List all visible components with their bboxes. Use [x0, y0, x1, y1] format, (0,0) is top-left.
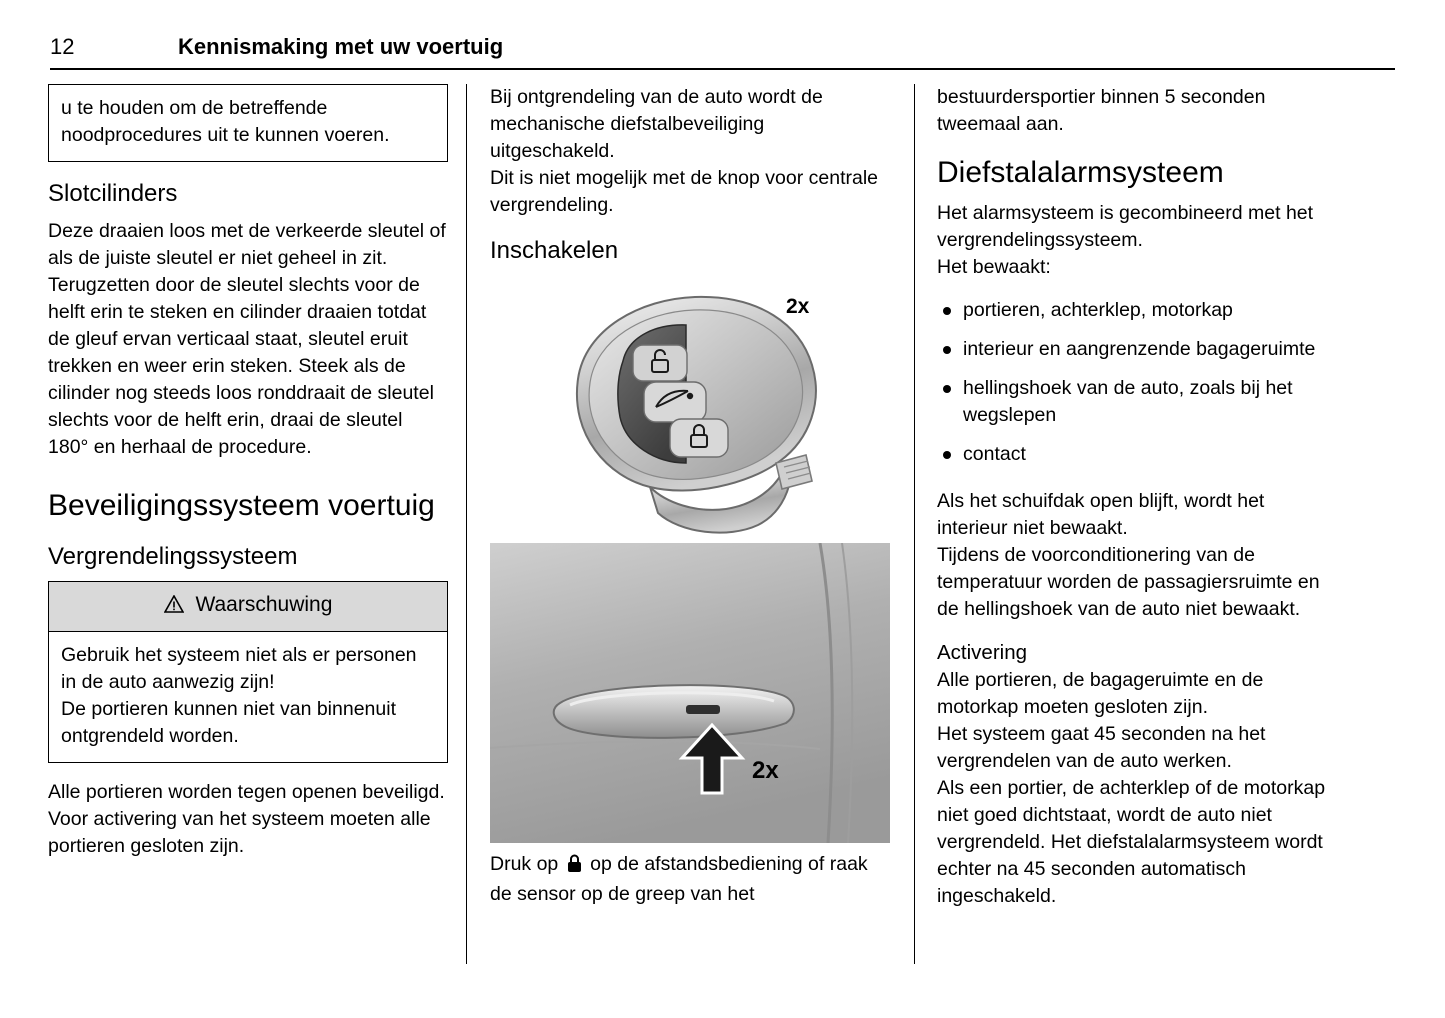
- page-header: [50, 32, 1395, 72]
- after-warning-text-2: Voor activering van het systeem moeten alle portieren gesloten zijn.: [48, 808, 431, 857]
- column-divider-2: [914, 84, 915, 964]
- warning-box: [48, 581, 448, 763]
- heading-beveiligingssysteem: Beveiligingssysteem voertuig: [48, 489, 435, 522]
- caption-text-after: op de afstandsbediening of raak de sensor op de greep van het: [490, 853, 868, 905]
- figure-caption: [490, 851, 890, 908]
- column-3: [937, 84, 1337, 910]
- page-number: 12: [50, 34, 75, 59]
- heading-vergrendelingssysteem: Vergrendelingssysteem: [48, 543, 298, 570]
- list-item: portieren, achterklep, motorkap: [937, 297, 1337, 324]
- list-item: contact: [937, 441, 1337, 468]
- after-warning-text-1: Alle portieren worden tegen openen beveiligd.: [48, 781, 445, 803]
- heading-diefstalalarmsysteem: Diefstalalarmsysteem: [937, 156, 1224, 189]
- intro-text-1: Bij ontgrendeling van de auto wordt de mechanische diefstalbeveiliging uitgeschakeld.: [490, 86, 823, 162]
- monitored-items-list: [937, 297, 1337, 468]
- diefstal-text-1: Het alarmsysteem is gecombineerd met het vergrendelingssysteem.: [937, 202, 1314, 251]
- slotcilinders-text: Deze draaien loos met de verkeerde sleutel of als de juiste sleutel er niet geheel in zit. Terugzetten door de sleutel slechts voor de helft erin te steken en cilinder draaien totdat de gleuf ervan verticaal staat, sleutel eruit trekken en weer erin steken. Steek als de cilinder nog steeds loos ronddraait de sleutel slechts voor de helft erin, draai de sleutel 180° en herhaal de procedure.: [48, 220, 446, 458]
- warning-triangle-icon: [164, 593, 184, 621]
- column-2: [490, 84, 890, 908]
- after-bullets-text-2: Tijdens de voorconditionering van de temperatuur worden de passagiersruimte en de hellingshoek van de auto niet bewaakt.: [937, 544, 1320, 620]
- activering-text-3: Als een portier, de achterklep of de motorkap niet goed dichtstaat, wordt de auto niet vergrendeld. Het diefstalalarmsysteem wordt echter na 45 seconden automatisch ingeschakeld.: [937, 777, 1326, 907]
- warning-text-1: Gebruik het systeem niet als er personen in de auto aanwezig zijn!: [61, 644, 417, 693]
- list-item: interieur en aangrenzende bagageruimte: [937, 336, 1337, 363]
- page-title: Kennismaking met uw voertuig: [178, 34, 504, 59]
- continued-text: bestuurdersportier binnen 5 seconden tweemaal aan.: [937, 86, 1266, 135]
- warning-body: [49, 632, 447, 762]
- lock-icon: [567, 854, 582, 881]
- heading-activering: Activering: [937, 641, 1028, 664]
- intro-text-2: Dit is niet mogelijk met de knop voor centrale vergrendeling.: [490, 167, 879, 216]
- list-item: hellingshoek van de auto, zoals bij het wegslepen: [937, 375, 1337, 429]
- caption-text-before: Druk op: [490, 853, 559, 875]
- activering-text-1: Alle portieren, de bagageruimte en de motorkap moeten gesloten zijn.: [937, 669, 1264, 718]
- note-box: [48, 84, 448, 162]
- warning-header: [49, 582, 447, 632]
- handle-badge-2x: 2x: [752, 757, 779, 784]
- column-1: [48, 84, 448, 860]
- activering-text-2: Het systeem gaat 45 seconden na het vergrendelen van de auto werken.: [937, 723, 1266, 772]
- after-bullets-text-1: Als het schuifdak open blijft, wordt het interieur niet bewaakt.: [937, 490, 1265, 539]
- warning-title: Waarschuwing: [195, 593, 333, 616]
- heading-inschakelen: Inschakelen: [490, 237, 619, 264]
- door-handle-sensor-illustration: [490, 543, 890, 843]
- key-badge-2x: 2x: [786, 295, 810, 318]
- column-divider-1: [466, 84, 467, 964]
- warning-text-2: De portieren kunnen niet van binnenuit ontgrendeld worden.: [61, 698, 396, 747]
- heading-slotcilinders: Slotcilinders: [48, 180, 178, 207]
- note-box-text: u te houden om de betreffende noodprocedures uit te kunnen voeren.: [61, 97, 390, 146]
- diefstal-text-2: Het bewaakt:: [937, 256, 1051, 278]
- header-divider: [50, 68, 1395, 70]
- remote-key-illustration: [490, 267, 890, 535]
